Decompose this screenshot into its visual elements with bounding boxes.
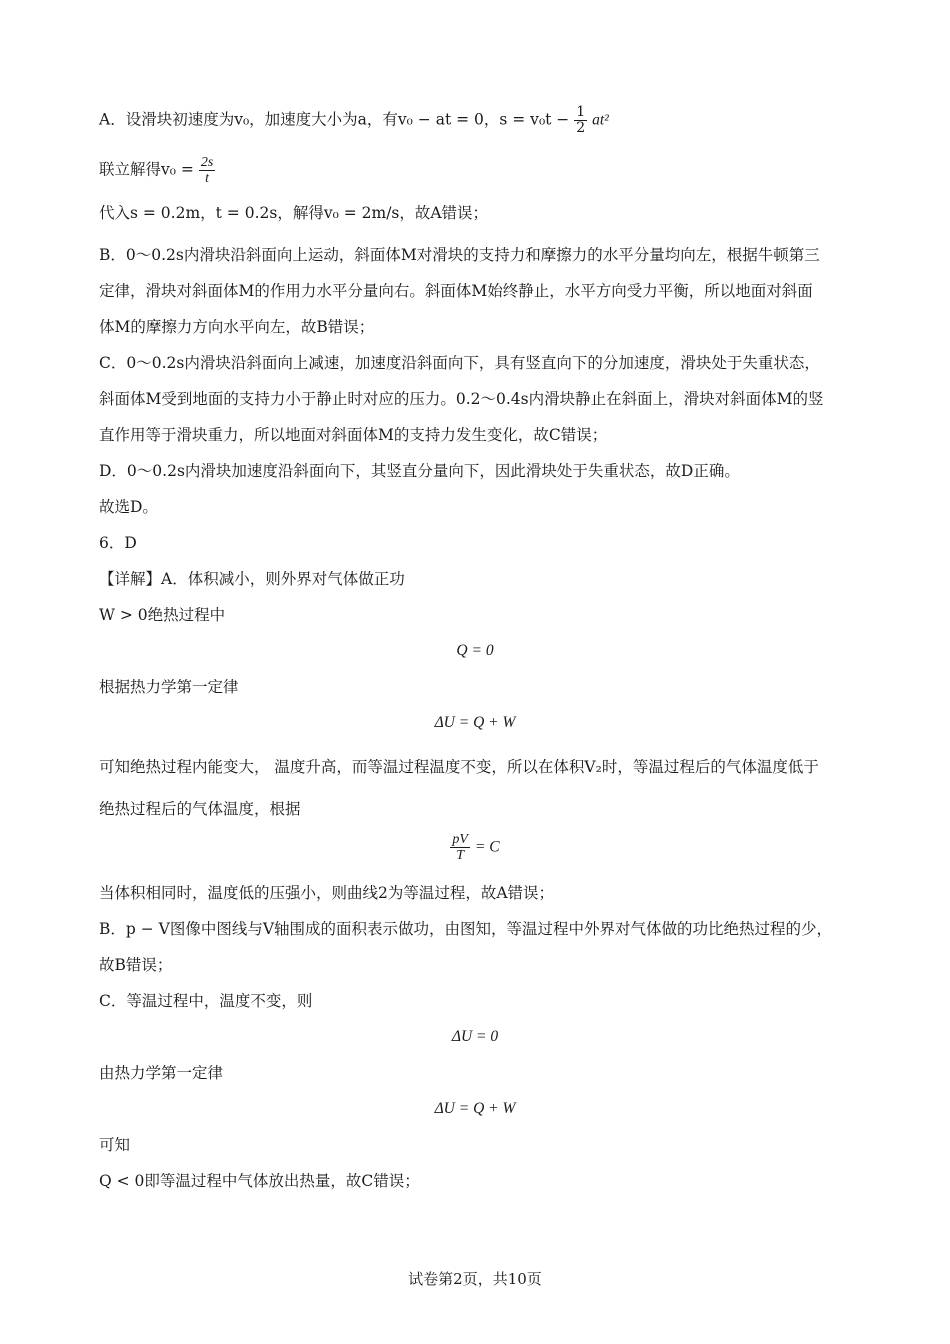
line-solve-text: 联立解得v₀ =: [99, 160, 194, 179]
fraction-numerator: 2s: [200, 155, 214, 170]
equation-q-zero: Q = 0: [456, 642, 494, 659]
equation-pv-over-t: [0, 832, 950, 863]
fraction-denominator: T: [456, 848, 465, 863]
line-b2: 定律，滑块对斜面体M的作用力水平分量向右。斜面体M始终静止，水平方向受力平衡，所以地面对斜面: [99, 282, 813, 300]
line-c1: C．0～0.2s内滑块沿斜面向上减速，加速度沿斜面向下，具有竖直向下的分加速度，滑块处于失重状态，: [99, 354, 820, 372]
line-b1: B．0～0.2s内滑块沿斜面向上运动，斜面体M对滑块的支持力和摩擦力的水平分量均向左，根据牛顿第三: [99, 246, 820, 264]
line-substitute: 代入s = 0.2m，t = 0.2s，解得v₀ = 2m/s，故A错误；: [99, 204, 489, 222]
question-6-answer: 6．D: [99, 534, 137, 552]
line-q-negative: Q < 0即等温过程中气体放出热量，故C错误；: [99, 1172, 420, 1190]
fraction-2s-over-t: [199, 155, 215, 186]
line-known-1: 可知绝热过程内能变大， 温度升高，而等温过程温度不变，所以在体积V₂时，等温过程后的气体温度低于: [99, 758, 819, 776]
line-a-tail: at²: [592, 111, 609, 129]
fraction-pv-over-t: [450, 832, 470, 863]
page-footer: 试卷第2页，共10页: [408, 1270, 542, 1288]
line-known-2: 绝热过程后的气体温度，根据: [99, 800, 301, 818]
line-pb1: B．p − V图像中图线与V轴围成的面积表示做功，由图知，等温过程中外界对气体做的功比绝热过程的少，: [99, 920, 833, 938]
line-c3: 直作用等于滑块重力，所以地面对斜面体M的支持力发生变化，故C错误；: [99, 426, 608, 444]
fraction-numerator: 1: [576, 104, 586, 120]
fraction-denominator: 2: [576, 120, 586, 136]
line-b3: 体M的摩擦力方向水平向左，故B错误；: [99, 318, 375, 336]
line-pc1: C．等温过程中，温度不变，则: [99, 992, 313, 1010]
line-a-text: A．设滑块初速度为v₀，加速度大小为a，有v₀ − at = 0，s = v₀t −: [99, 110, 570, 129]
line-detail: 【详解】A．体积减小，则外界对气体做正功: [99, 570, 405, 588]
line-law-2: 由热力学第一定律: [99, 1064, 224, 1082]
line-law-1: 根据热力学第一定律: [99, 678, 239, 696]
line-w-positive: W > 0绝热过程中: [99, 606, 226, 624]
fraction-numerator: pV: [452, 832, 468, 847]
line-solve: [99, 155, 215, 186]
line-d1: D．0～0.2s内滑块加速度沿斜面向下，其竖直分量向下，因此滑块处于失重状态，故D正确。: [99, 462, 740, 480]
line-choose: 故选D。: [99, 498, 158, 516]
line-known-3: 可知: [99, 1136, 131, 1154]
equation-first-law-1: ΔU = Q + W: [434, 714, 516, 731]
line-same-volume: 当体积相同时，温度低的压强小，则曲线2为等温过程，故A错误；: [99, 884, 555, 902]
fraction-half: [574, 105, 587, 136]
equation-first-law-2: ΔU = Q + W: [434, 1100, 516, 1117]
line-a: [99, 105, 609, 136]
equation-rhs: = C: [474, 838, 500, 856]
line-c2: 斜面体M受到地面的支持力小于静止时对应的压力。0.2～0.4s内滑块静止在斜面上，滑块对斜面体M的竖: [99, 390, 824, 408]
line-pb2: 故B错误；: [99, 956, 173, 974]
equation-du-zero: ΔU = 0: [451, 1028, 499, 1045]
fraction-denominator: t: [205, 171, 209, 186]
